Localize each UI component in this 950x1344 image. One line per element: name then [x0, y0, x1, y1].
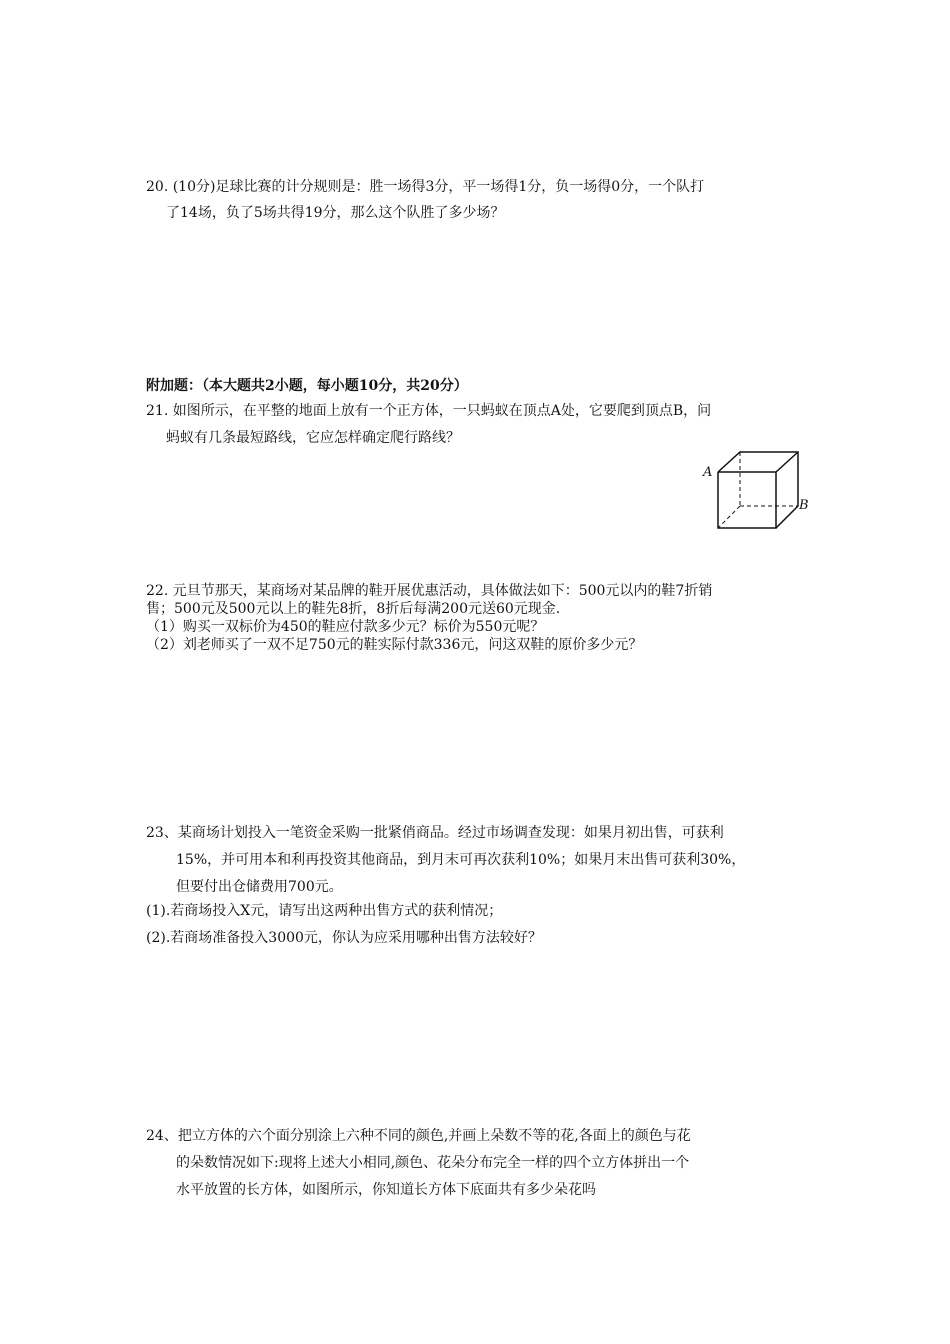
q22-line-3: （1）购买一双标价为450的鞋应付款多少元？标价为550元呢？ — [146, 619, 545, 635]
q20-line-1: 20. (10分)足球比赛的计分规则是：胜一场得3分，平一场得1分，负一场得0分，一个队打 — [146, 179, 705, 195]
cube-diagram — [700, 448, 812, 536]
q22-line-1: 22. 元旦节那天，某商场对某品牌的鞋开展优惠活动，具体做法如下：500元以内的鞋7折销 — [146, 583, 713, 599]
q23-line-2: 15%，并可用本和利再投资其他商品，到月末可再次获利10%；如果月末出售可获利30%， — [176, 852, 746, 868]
q23-line-1: 23、某商场计划投入一笔资金采购一批紧俏商品。经过市场调查发现：如果月初出售，可获利 — [146, 825, 724, 841]
cube-figure — [700, 448, 812, 536]
cube-label-a: A — [703, 465, 713, 480]
q21-line-2: 蚂蚁有几条最短路线，它应怎样确定爬行路线？ — [166, 430, 460, 446]
q20-line-2: 了14场，负了5场共得19分，那么这个队胜了多少场？ — [166, 205, 505, 221]
q24-line-2: 的朵数情况如下:现将上述大小相同,颜色、花朵分布完全一样的四个立方体拼出一个 — [176, 1155, 690, 1171]
q23-line-4: (1).若商场投入X元，请写出这两种出售方式的获利情况； — [146, 903, 503, 919]
q23-line-5: (2).若商场准备投入3000元，你认为应采用哪种出售方法较好？ — [146, 930, 542, 946]
bonus-heading: 附加题：（本大题共2小题，每小题10分，共20分） — [146, 378, 468, 394]
q24-line-1: 24、把立方体的六个面分别涂上六种不同的颜色,并画上朵数不等的花,各面上的颜色与花 — [146, 1128, 691, 1144]
q23-line-3: 但要付出仓储费用700元。 — [176, 879, 343, 895]
q22-line-4: （2）刘老师买了一双不足750元的鞋实际付款336元，问这双鞋的原价多少元？ — [146, 637, 643, 653]
q22-line-2: 售；500元及500元以上的鞋先8折，8折后每满200元送60元现金. — [146, 601, 561, 617]
q21-line-1: 21. 如图所示，在平整的地面上放有一个正方体，一只蚂蚁在顶点A处，它要爬到顶点B，问 — [146, 403, 712, 419]
cube-label-b: B — [799, 498, 809, 513]
q24-line-3: 水平放置的长方体，如图所示，你知道长方体下底面共有多少朵花吗 — [176, 1182, 596, 1198]
